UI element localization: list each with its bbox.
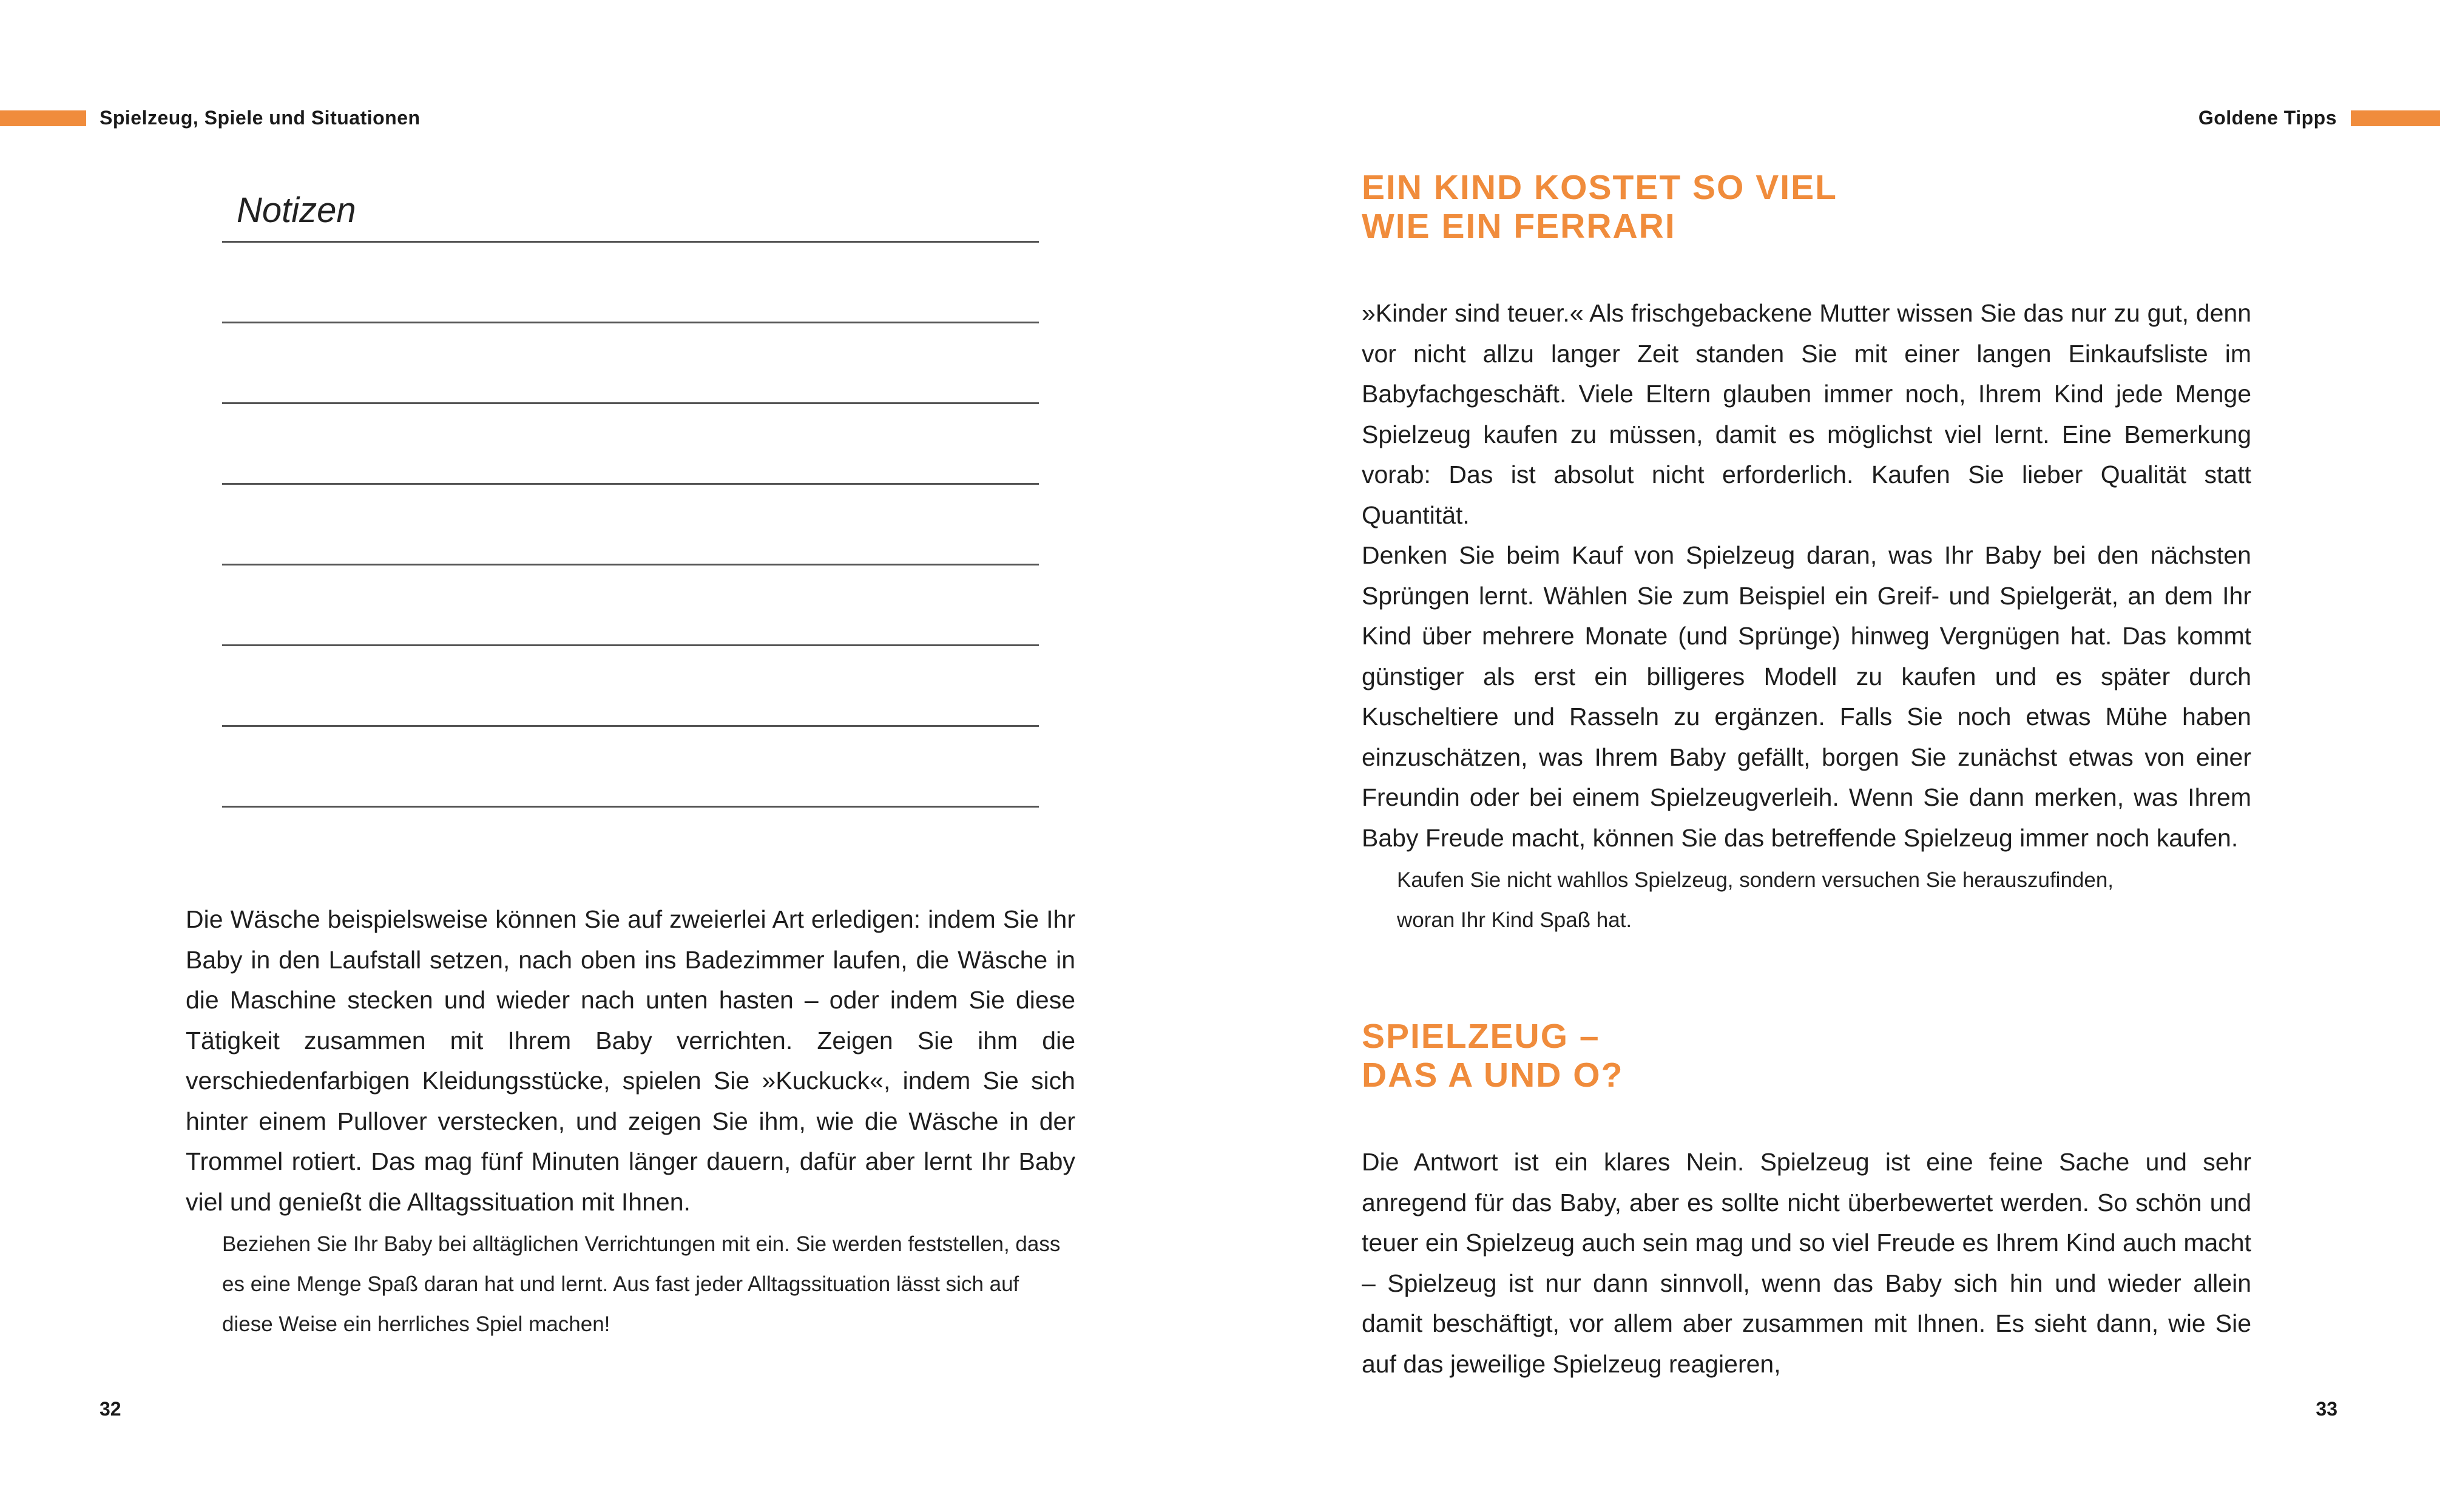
section2-heading-line2: DAS A UND O? [1362,1056,1624,1095]
note-line[interactable] [222,483,1039,485]
note-line[interactable] [222,322,1039,323]
section2-heading [1362,1017,1623,1095]
section1-heading-line1: EIN KIND KOSTET SO VIEL [1362,168,1837,207]
section1-body [1362,293,2251,858]
left-tip-text: Beziehen Sie Ihr Baby bei alltäglichen Verrichtungen mit ein. Sie werden feststellen, dass es eine Menge Spaß daran hat und lernt. Aus fast jeder Alltagssituation lässt sich auf diese Weise ein herrliches Spiel machen! [222,1232,1061,1336]
right-running-head: Goldene Tipps [2198,107,2337,129]
note-line[interactable] [222,806,1039,808]
notes-title: Notizen [237,191,356,230]
section1-paragraph-2: Denken Sie beim Kauf von Spielzeug daran, was Ihr Baby bei den nächsten Sprüngen lernt. Wählen Sie zum Beispiel ein Greif- und Spielgerät, an dem Ihr Kind über mehrere Monate (und Sprünge) hinweg Vergnügen hat. Das kommt günstiger als erst ein billigeres Modell zu kaufen und es später durch Kuscheltiere und Rasseln zu ergänzen. Falls Sie noch etwas Mühe haben einzuschätzen, was Ihrem Baby gefällt, borgen Sie zunächst etwas von einer Freundin oder bei einem Spielzeugverleih. Wenn Sie dann merken, was Ihrem Baby Freude macht, können Sie das betreffende Spielzeug immer noch kaufen. [1362,541,2251,852]
right-tip-text: Kaufen Sie nicht wahllos Spielzeug, sondern versuchen Sie herauszufinden, woran Ihr Kind Spaß hat. [1397,868,2114,932]
left-page-number: 32 [100,1398,121,1420]
left-body-paragraph: Die Wäsche beispielsweise können Sie auf zweierlei Art erledigen: indem Sie Ihr Baby in den Laufstall setzen, nach oben ins Badezimmer laufen, die Wäsche in die Maschine stecken und wieder nach unten hasten – oder indem Sie diese Tätigkeit zusammen mit Ihrem Baby verrichten. Zeigen Sie ihm die verschiedenfarbigen Kleidungsstücke, spielen Sie »Kuckuck«, indem Sie sich hinter einem Pullover verstecken, und zeigen Sie ihm, wie die Wäsche in der Trommel rotiert. Das mag fünf Minuten länger dauern, dafür aber lernt Ihr Baby viel und genießt die Alltagssituation mit Ihnen. [186,905,1075,1216]
right-accent-bar [2351,110,2440,126]
note-line[interactable] [222,644,1039,646]
note-line[interactable] [222,241,1039,243]
note-line[interactable] [222,725,1039,727]
left-running-head: Spielzeug, Spiele und Situationen [100,107,421,129]
section2-body: Die Antwort ist ein klares Nein. Spielzeug ist eine feine Sache und sehr anregend für das Baby, aber es sollte nicht überbewertet werden. So schön und teuer ein Spielzeug auch sein mag und so viel Freude es Ihrem Kind auch macht – Spielzeug ist nur dann sinnvoll, wenn das Baby sich hin und wieder allein damit beschäftigt, vor allem aber zusammen mit Ihnen. Es sieht dann, wie Sie auf das jeweilige Spielzeug reagieren, [1362,1148,2251,1378]
section2-heading-line1: SPIELZEUG – [1362,1017,1600,1056]
note-line[interactable] [222,402,1039,404]
section1-heading-line2: WIE EIN FERRARI [1362,207,1676,246]
right-page-number: 33 [2316,1398,2337,1420]
left-accent-bar [0,110,86,126]
section1-paragraph-1: »Kinder sind teuer.« Als frischgebackene Mutter wissen Sie das nur zu gut, denn vor nicht allzu langer Zeit standen Sie mit einer langen Einkaufsliste im Babyfachgeschäft. Viele Eltern glauben immer noch, Ihrem Kind jede Menge Spielzeug kaufen zu müssen, damit es möglichst viel lernt. Eine Bemerkung vorab: Das ist absolut nicht erforderlich. Kaufen Sie lieber Qualität statt Quantität. [1362,299,2251,529]
section1-heading [1362,168,1837,246]
note-line[interactable] [222,564,1039,565]
